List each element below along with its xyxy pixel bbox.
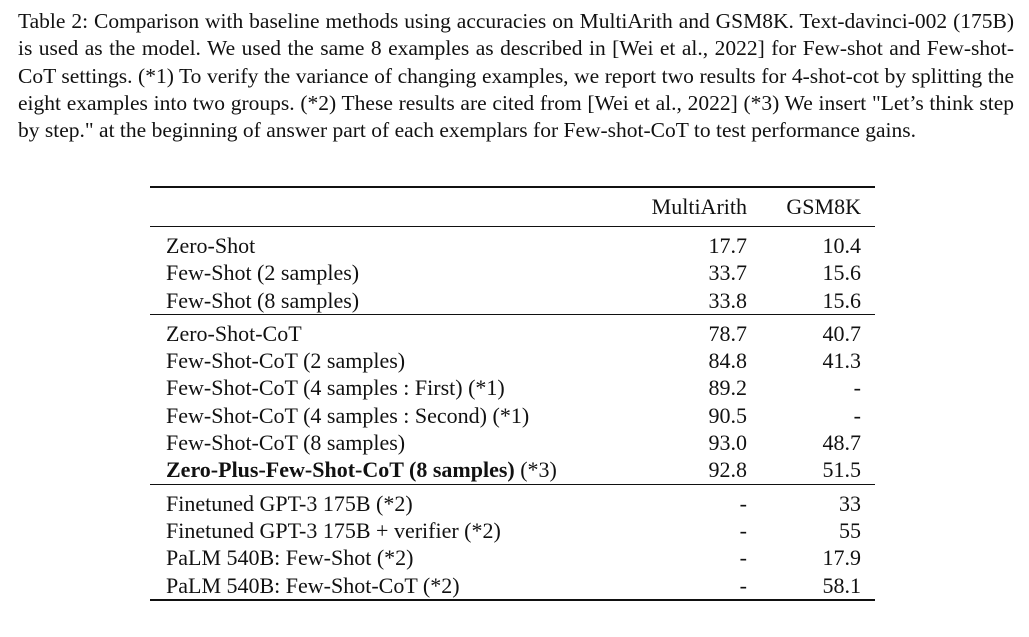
row-gsm8k: 58.1 [822,572,861,598]
table-caption: Table 2: Comparison with baseline methods using accuracies on MultiArith and GSM8K. Text-davinci-002 (175B) is used as the model. We used the same 8 examples as described in [Wei et al., 2022] for Few-shot and Few-shot-CoT settings. (*1) To verify the variance of changing examples, we report two results for 4-shot-cot by splitting the eight examples into two groups. (*2) These results are cited from [Wei et al., 2022] (*3) We insert "Let’s think step by step." at the beginning of answer part of each exemplars for Few-shot-CoT to test performance gains. [18,9,1014,143]
row-multiarith: 84.8 [708,348,747,374]
row-gsm8k: 17.9 [822,545,861,571]
row-method: Few-Shot-CoT (8 samples) [166,430,406,456]
row-gsm8k: 10.4 [822,233,861,258]
row-gsm8k: - [853,402,861,428]
row-multiarith: 92.8 [708,457,747,483]
table-row [150,402,875,429]
row-multiarith: 33.8 [708,287,747,313]
table-row [150,227,875,260]
row-method: Few-Shot (2 samples) [166,260,360,286]
row-method: PaLM 540B: Few-Shot-CoT (*2) [166,572,460,598]
row-multiarith: - [739,490,747,516]
row-gsm8k: 51.5 [822,457,861,483]
row-multiarith: 33.7 [708,260,747,286]
row-method: Zero-Shot-CoT [166,320,302,346]
row-multiarith: 90.5 [708,402,747,428]
row-multiarith: 17.7 [708,233,747,258]
table-row [150,429,875,456]
table-row [150,374,875,401]
row-method [150,456,637,484]
row-gsm8k: 41.3 [822,348,861,374]
row-multiarith: 89.2 [708,375,747,401]
table-body [150,227,875,600]
header-row [150,187,875,227]
row-multiarith: - [739,517,747,543]
row-multiarith: - [739,572,747,598]
row-multiarith: - [739,545,747,571]
row-method: Zero-Shot [166,233,256,258]
table-row [150,572,875,600]
row-gsm8k: 33 [839,490,861,516]
row-method: Finetuned GPT-3 175B (*2) [166,490,413,516]
table-row [150,314,875,347]
table-row [150,484,875,517]
row-method: Few-Shot (8 samples) [166,287,360,313]
row-method: PaLM 540B: Few-Shot (*2) [166,545,414,571]
row-method-bold: Zero-Plus-Few-Shot-CoT (8 samples) [166,457,515,483]
row-gsm8k: 15.6 [822,260,861,286]
row-gsm8k: 40.7 [822,320,861,346]
header-method [150,187,637,227]
row-gsm8k: 55 [839,517,861,543]
row-method: Finetuned GPT-3 175B + verifier (*2) [166,517,501,543]
table-row [150,347,875,374]
table-header [150,187,875,227]
row-method: Few-Shot-CoT (2 samples) [166,348,406,374]
row-gsm8k: 48.7 [822,430,861,456]
row-multiarith: 93.0 [708,430,747,456]
table-row [150,287,875,315]
header-gsm8k: GSM8K [786,194,861,219]
table-row [150,259,875,286]
row-method: Few-Shot-CoT (4 samples : First) (*1) [166,375,505,401]
header-multiarith: MultiArith [651,194,747,219]
table-row [150,544,875,571]
row-gsm8k: - [853,375,861,401]
row-multiarith: 78.7 [708,320,747,346]
table-row [150,456,875,484]
table-row [150,517,875,544]
row-gsm8k: 15.6 [822,287,861,313]
row-method-suffix: (*3) [514,457,557,483]
results-table [150,186,875,601]
row-method: Few-Shot-CoT (4 samples : Second) (*1) [166,402,530,428]
